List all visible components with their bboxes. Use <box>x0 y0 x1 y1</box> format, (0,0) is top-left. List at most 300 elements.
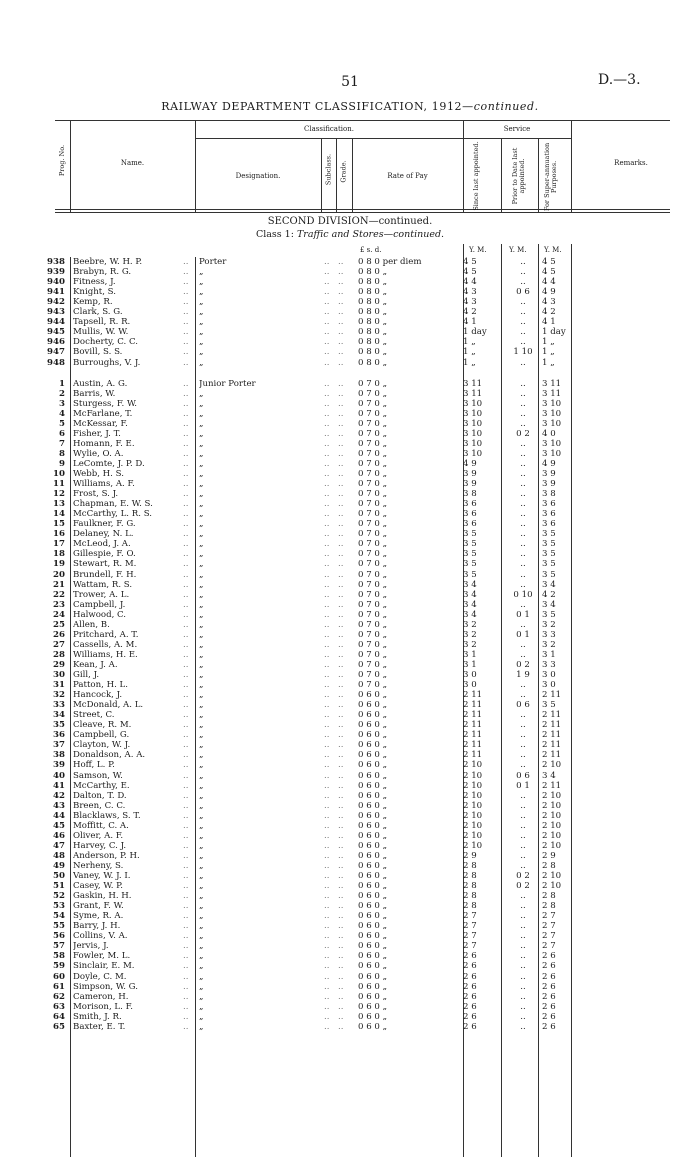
cell-desig: „ <box>199 790 204 801</box>
leader-dots: .. <box>324 569 330 580</box>
cell-pay: 0 8 0 „ <box>358 337 388 348</box>
cell-super: 2 6 <box>542 981 556 992</box>
cell-pay: 0 6 0 „ <box>358 800 388 811</box>
cell-desig: „ <box>199 1021 204 1032</box>
cell-pay: 0 7 0 „ <box>358 378 388 389</box>
cell-prior: .. <box>520 740 526 751</box>
cell-super: 4 9 <box>542 458 556 469</box>
cell-desig: „ <box>199 499 204 510</box>
cell-desig: „ <box>199 981 204 992</box>
cell-no: 34 <box>53 710 65 721</box>
leader-dots: .. <box>183 458 189 469</box>
cell-desig: Junior Porter <box>199 378 256 389</box>
cell-desig: „ <box>199 428 204 439</box>
cell-prior: .. <box>520 850 526 861</box>
leader-dots: .. <box>183 991 189 1002</box>
cell-pay: 0 6 0 „ <box>358 921 388 932</box>
cell-pay: 0 6 0 „ <box>358 971 388 982</box>
leader-dots: .. <box>338 458 344 469</box>
cell-pay: 0 7 0 „ <box>358 388 388 399</box>
cell-prior: .. <box>520 599 526 610</box>
cell-prior: .. <box>520 639 526 650</box>
cell-name: Clark, S. G. <box>73 307 123 318</box>
leader-dots: .. <box>183 840 189 851</box>
cell-no: 3 <box>59 398 65 409</box>
leader-dots: .. <box>183 509 189 520</box>
leader-dots: .. <box>183 981 189 992</box>
table-row <box>0 680 700 690</box>
cell-pay: 0 6 0 „ <box>358 951 388 962</box>
cell-no: 60 <box>53 971 65 982</box>
header-name: Name. <box>120 159 145 167</box>
leader-dots: .. <box>183 750 189 761</box>
cell-pay: 0 7 0 „ <box>358 509 388 520</box>
leader-dots: .. <box>338 378 344 389</box>
leader-dots: .. <box>324 991 330 1002</box>
cell-pay: 0 6 0 „ <box>358 810 388 821</box>
cell-since: 3 2 <box>463 629 477 640</box>
cell-name: Collins, V. A. <box>73 931 128 942</box>
cell-desig: „ <box>199 820 204 831</box>
table-row <box>0 347 700 357</box>
cell-since: 4 5 <box>463 257 477 267</box>
cell-no: 48 <box>53 850 65 861</box>
cell-super: 4 2 <box>542 307 556 318</box>
cell-prior: 0 1 <box>516 629 530 640</box>
cell-name: Dalton, T. D. <box>73 790 127 801</box>
cell-no: 56 <box>53 931 65 942</box>
leader-dots: .. <box>324 579 330 590</box>
leader-dots: .. <box>324 680 330 691</box>
cell-pay: 0 6 0 „ <box>358 730 388 741</box>
leader-dots: .. <box>183 941 189 952</box>
cell-name: Moffitt, C. A. <box>73 820 129 831</box>
header-since: Since last appointed. <box>472 141 480 211</box>
leader-dots: .. <box>324 489 330 500</box>
leader-dots: .. <box>324 458 330 469</box>
cell-since: 2 11 <box>463 710 483 721</box>
cell-pay: 0 7 0 „ <box>358 438 388 449</box>
leader-dots: .. <box>324 277 330 288</box>
cell-pay: 0 7 0 „ <box>358 418 388 429</box>
cell-desig: „ <box>199 297 204 308</box>
table-row <box>0 469 700 479</box>
cell-desig: „ <box>199 489 204 500</box>
leader-dots: .. <box>338 408 344 419</box>
cell-prior: .. <box>520 317 526 328</box>
cell-desig: „ <box>199 549 204 560</box>
cell-prior: .. <box>520 840 526 851</box>
leader-dots: .. <box>324 428 330 439</box>
cell-name: Wattam, R. S. <box>73 579 133 590</box>
cell-name: Fisher, J. T. <box>73 428 121 439</box>
cell-name: Vaney, W. J. I. <box>73 871 131 881</box>
table-row <box>0 951 700 961</box>
leader-dots: .. <box>183 549 189 560</box>
cell-pay: 0 7 0 „ <box>358 609 388 620</box>
cell-name: Patton, H. L. <box>73 680 128 691</box>
cell-since: 1 „ <box>463 357 476 368</box>
cell-prior: 0 2 <box>516 881 530 892</box>
cell-name: Hoff, L. P. <box>73 760 115 771</box>
cell-super: 2 11 <box>542 750 562 761</box>
table-row <box>0 439 700 449</box>
cell-desig: „ <box>199 800 204 811</box>
leader-dots: .. <box>324 961 330 972</box>
leader-dots: .. <box>183 277 189 288</box>
cell-desig: „ <box>199 931 204 942</box>
header-remarks: Remarks. <box>614 159 648 167</box>
leader-dots: .. <box>183 559 189 570</box>
cell-no: 14 <box>53 509 65 520</box>
cell-name: Williams, A. F. <box>73 479 135 490</box>
cell-no: 57 <box>53 941 65 952</box>
cell-desig: „ <box>199 267 204 278</box>
cell-name: Hancock, J. <box>73 690 123 701</box>
cell-no: 946 <box>47 337 65 348</box>
leader-dots: .. <box>324 559 330 570</box>
leader-dots: .. <box>324 479 330 490</box>
cell-no: 38 <box>53 750 65 761</box>
cell-name: Anderson, P. H. <box>73 850 140 861</box>
cell-no: 33 <box>53 700 65 711</box>
cell-prior: .. <box>520 257 526 267</box>
cell-desig: „ <box>199 901 204 912</box>
cell-name: Homann, F. E. <box>73 438 135 449</box>
header-designation: Designation. <box>235 172 281 180</box>
cell-pay: 0 8 0 „ <box>358 287 388 298</box>
leader-dots: .. <box>183 720 189 731</box>
cell-prior: 0 6 <box>516 700 530 711</box>
cell-name: Simpson, W. G. <box>73 981 138 992</box>
cell-no: 49 <box>53 860 65 871</box>
cell-name: Chapman, E. W. S. <box>73 499 153 510</box>
table-row <box>0 580 700 590</box>
cell-since: 3 6 <box>463 519 477 530</box>
cell-name: Williams, H. E. <box>73 649 138 660</box>
leader-dots: .. <box>183 921 189 932</box>
leader-dots: .. <box>338 327 344 338</box>
leader-dots: .. <box>324 378 330 389</box>
cell-super: 4 5 <box>542 267 556 278</box>
cell-pay: 0 8 0 „ <box>358 317 388 328</box>
cell-no: 28 <box>53 649 65 660</box>
cell-super: 2 7 <box>542 941 556 952</box>
cell-prior: 0 1 <box>516 609 530 620</box>
cell-desig: „ <box>199 479 204 490</box>
cell-desig: „ <box>199 670 204 680</box>
table-row <box>0 297 700 307</box>
leader-dots: .. <box>183 760 189 771</box>
leader-dots: .. <box>338 690 344 701</box>
table-row <box>0 710 700 720</box>
cell-since: 2 6 <box>463 951 477 962</box>
cell-pay: 0 7 0 „ <box>358 569 388 580</box>
cell-super: 3 6 <box>542 519 556 530</box>
table-row <box>0 409 700 419</box>
leader-dots: .. <box>338 317 344 328</box>
cell-super: 3 2 <box>542 639 556 650</box>
cell-prior: .. <box>520 690 526 701</box>
cell-desig: „ <box>199 539 204 550</box>
cell-desig: „ <box>199 860 204 871</box>
leader-dots: .. <box>324 810 330 821</box>
cell-no: 10 <box>53 469 65 479</box>
cell-pay: 0 6 0 „ <box>358 871 388 881</box>
cell-super: 3 0 <box>542 670 556 680</box>
cell-name: Gillespie, F. O. <box>73 549 136 560</box>
cell-desig: „ <box>199 810 204 821</box>
cell-super: 2 7 <box>542 921 556 932</box>
cell-super: 3 10 <box>542 418 562 429</box>
cell-desig: „ <box>199 830 204 841</box>
leader-dots: .. <box>183 649 189 660</box>
cell-since: 3 1 <box>463 649 477 660</box>
leader-dots: .. <box>324 720 330 731</box>
leader-dots: .. <box>183 529 189 540</box>
leader-dots: .. <box>338 388 344 399</box>
cell-no: 64 <box>53 1011 65 1022</box>
cell-name: Austin, A. G. <box>73 378 128 389</box>
table-row <box>0 921 700 931</box>
cell-since: 2 6 <box>463 1001 477 1012</box>
cell-pay: 0 7 0 „ <box>358 549 388 560</box>
cell-pay: 0 7 0 „ <box>358 619 388 630</box>
table-row <box>0 630 700 640</box>
cell-name: Barris, W. <box>73 388 116 399</box>
subsection-prefix: Class 1: <box>255 229 294 240</box>
cell-name: Brundell, F. H. <box>73 569 137 580</box>
cell-prior: .. <box>520 981 526 992</box>
cell-desig: „ <box>199 337 204 348</box>
leader-dots: .. <box>338 499 344 510</box>
leader-dots: .. <box>183 770 189 781</box>
cell-since: 3 10 <box>463 418 483 429</box>
table-row <box>0 499 700 509</box>
cell-pay: 0 7 0 „ <box>358 428 388 439</box>
cell-name: Baxter, E. T. <box>73 1021 126 1032</box>
cell-since: 2 8 <box>463 891 477 902</box>
leader-dots: .. <box>338 680 344 691</box>
cell-desig: „ <box>199 388 204 399</box>
leader-dots: .. <box>338 911 344 922</box>
cell-pay: 0 7 0 „ <box>358 529 388 540</box>
table-row <box>0 730 700 740</box>
cell-prior: .. <box>520 297 526 308</box>
leader-dots: .. <box>338 539 344 550</box>
cell-super: 2 10 <box>542 820 562 831</box>
leader-dots: .. <box>338 357 344 368</box>
cell-pay: 0 6 0 „ <box>358 981 388 992</box>
cell-super: 3 4 <box>542 770 556 781</box>
cell-prior: .. <box>520 408 526 419</box>
cell-prior: .. <box>520 891 526 902</box>
cell-pay: 0 8 0 „ <box>358 347 388 358</box>
cell-name: Morison, L. F. <box>73 1001 133 1012</box>
leader-dots: .. <box>338 720 344 731</box>
table-row <box>0 961 700 971</box>
cell-prior: 0 2 <box>516 871 530 881</box>
table-row <box>0 287 700 297</box>
leader-dots: .. <box>338 428 344 439</box>
leader-dots: .. <box>183 337 189 348</box>
cell-pay: 0 8 0 „ <box>358 297 388 308</box>
cell-name: Syme, R. A. <box>73 911 124 922</box>
leader-dots: .. <box>338 619 344 630</box>
cell-prior: 1 10 <box>513 347 533 358</box>
leader-dots: .. <box>324 438 330 449</box>
leader-dots: .. <box>324 267 330 278</box>
leader-dots: .. <box>183 297 189 308</box>
table-row <box>0 600 700 610</box>
cell-desig: „ <box>199 740 204 751</box>
cell-super: 3 8 <box>542 489 556 500</box>
cell-super: 1 „ <box>542 347 555 358</box>
cell-no: 27 <box>53 639 65 650</box>
cell-super: 1 „ <box>542 337 555 348</box>
leader-dots: .. <box>324 529 330 540</box>
header-service: Service <box>503 125 531 133</box>
cell-prior: .. <box>520 810 526 821</box>
leader-dots: .. <box>338 830 344 841</box>
leader-dots: .. <box>324 408 330 419</box>
cell-super: 2 7 <box>542 931 556 942</box>
cell-desig: „ <box>199 750 204 761</box>
leader-dots: .. <box>324 307 330 318</box>
table-row <box>0 650 700 660</box>
leader-dots: .. <box>183 800 189 811</box>
leader-dots: .. <box>338 961 344 972</box>
leader-dots: .. <box>324 469 330 479</box>
table-row <box>0 972 700 982</box>
cell-super: 3 10 <box>542 408 562 419</box>
leader-dots: .. <box>183 639 189 650</box>
leader-dots: .. <box>338 559 344 570</box>
table-row <box>0 519 700 529</box>
cell-super: 3 10 <box>542 398 562 409</box>
cell-no: 938 <box>47 257 65 267</box>
cell-no: 16 <box>53 529 65 540</box>
leader-dots: .. <box>324 388 330 399</box>
cell-no: 18 <box>53 549 65 560</box>
cell-prior: 0 2 <box>516 428 530 439</box>
table-row <box>0 1002 700 1012</box>
leader-dots: .. <box>183 539 189 550</box>
leader-dots: .. <box>183 810 189 821</box>
cell-no: 25 <box>53 619 65 630</box>
cell-pay: 0 7 0 „ <box>358 649 388 660</box>
cell-prior: .. <box>520 337 526 348</box>
cell-since: 3 9 <box>463 479 477 490</box>
cell-name: Bovill, S. S. <box>73 347 123 358</box>
cell-no: 52 <box>53 891 65 902</box>
cell-desig: „ <box>199 891 204 902</box>
leader-dots: .. <box>324 760 330 771</box>
table-row <box>0 1012 700 1022</box>
table-row <box>0 811 700 821</box>
leader-dots: .. <box>338 337 344 348</box>
cell-no: 9 <box>59 458 65 469</box>
leader-dots: .. <box>324 1021 330 1032</box>
table-row <box>0 881 700 891</box>
cell-no: 55 <box>53 921 65 932</box>
cell-no: 8 <box>59 448 65 459</box>
cell-since: 1 „ <box>463 337 476 348</box>
leader-dots: .. <box>338 629 344 640</box>
cell-no: 15 <box>53 519 65 530</box>
leader-dots: .. <box>183 690 189 701</box>
cell-prior: .. <box>520 1001 526 1012</box>
cell-desig: „ <box>199 921 204 932</box>
table-row <box>0 429 700 439</box>
leader-dots: .. <box>338 519 344 530</box>
table-row <box>0 610 700 620</box>
cell-no: 19 <box>53 559 65 570</box>
document-reference: D.—3. <box>598 72 641 88</box>
leader-dots: .. <box>183 780 189 791</box>
leader-dots: .. <box>324 599 330 610</box>
cell-prior: .. <box>520 800 526 811</box>
cell-desig: „ <box>199 599 204 610</box>
cell-since: 2 6 <box>463 991 477 1002</box>
table-row <box>0 700 700 710</box>
leader-dots: .. <box>183 820 189 831</box>
cell-desig: „ <box>199 649 204 660</box>
cell-since: 3 4 <box>463 589 477 600</box>
leader-dots: .. <box>338 941 344 952</box>
leader-dots: .. <box>338 659 344 670</box>
cell-pay: 0 6 0 „ <box>358 780 388 791</box>
leader-dots: .. <box>338 267 344 278</box>
leader-dots: .. <box>338 881 344 892</box>
leader-dots: .. <box>183 307 189 318</box>
leader-dots: .. <box>338 1011 344 1022</box>
cell-desig: „ <box>199 871 204 881</box>
cell-desig: „ <box>199 589 204 600</box>
cell-prior: .. <box>520 559 526 570</box>
leader-dots: .. <box>338 740 344 751</box>
leader-dots: .. <box>183 317 189 328</box>
leader-dots: .. <box>338 297 344 308</box>
leader-dots: .. <box>324 499 330 510</box>
cell-no: 24 <box>53 609 65 620</box>
cell-since: 4 2 <box>463 307 477 318</box>
table-row <box>0 307 700 317</box>
cell-no: 32 <box>53 690 65 701</box>
cell-super: 3 9 <box>542 479 556 490</box>
cell-pay: 0 6 0 „ <box>358 740 388 751</box>
cell-desig: „ <box>199 680 204 691</box>
cell-no: 941 <box>47 287 65 298</box>
cell-desig: „ <box>199 720 204 731</box>
leader-dots: .. <box>338 730 344 741</box>
cell-name: Jervis, J. <box>73 941 109 952</box>
cell-name: Campbell, G. <box>73 730 130 741</box>
cell-super: 2 11 <box>542 710 562 721</box>
cell-name: LeComte, J. P. D. <box>73 458 145 469</box>
cell-prior: .. <box>520 680 526 691</box>
leader-dots: .. <box>338 589 344 600</box>
cell-prior: .. <box>520 830 526 841</box>
header-classification: Classification. <box>304 125 354 133</box>
cell-name: Samson, W. <box>73 770 123 781</box>
leader-dots: .. <box>324 257 330 267</box>
cell-name: Webb, H. S. <box>73 469 124 479</box>
cell-pay: 0 6 0 „ <box>358 941 388 952</box>
cell-super: 2 6 <box>542 1001 556 1012</box>
cell-prior: .. <box>520 961 526 972</box>
cell-since: 2 6 <box>463 981 477 992</box>
